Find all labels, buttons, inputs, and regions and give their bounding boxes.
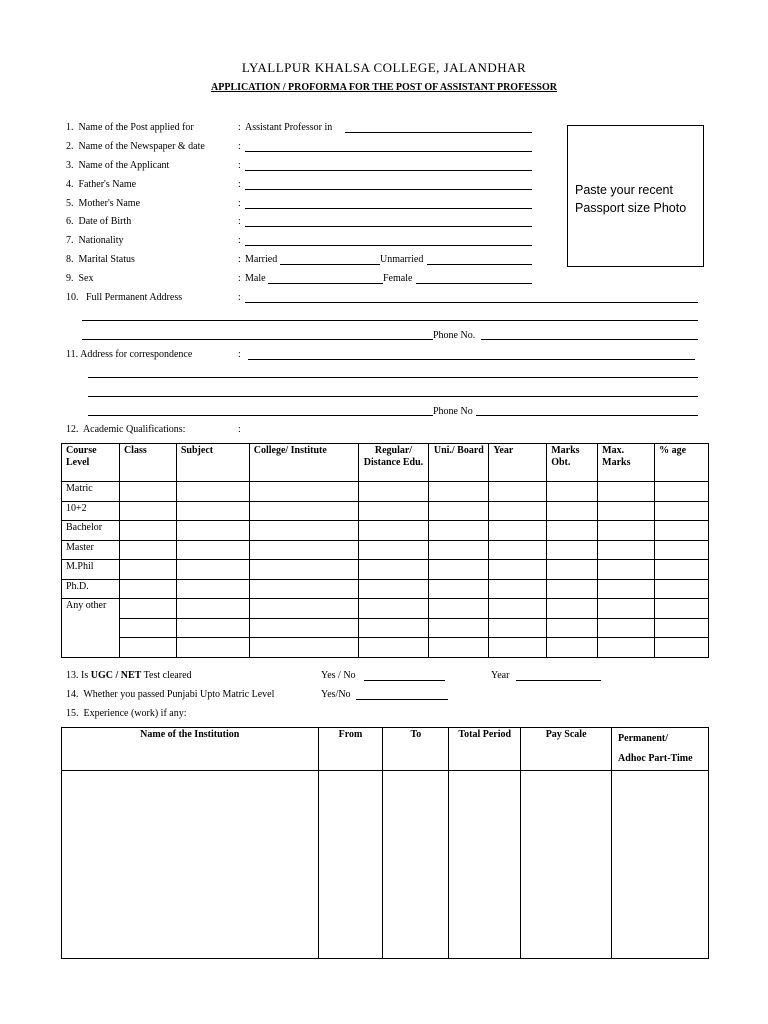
cell[interactable]	[547, 618, 598, 638]
cell[interactable]	[547, 540, 598, 560]
academic-header-row	[62, 444, 709, 482]
cell[interactable]	[489, 540, 547, 560]
q14-label: 14. Whether you passed Punjabi Upto Matric Level	[66, 689, 275, 700]
field-father-label: 4. Father's Name	[66, 179, 137, 190]
address-line-2[interactable]	[82, 320, 698, 321]
cell[interactable]	[358, 579, 429, 599]
cell[interactable]	[358, 540, 429, 560]
field-post-label: 1. Name of the Post applied for	[66, 122, 194, 133]
cell[interactable]	[429, 521, 489, 541]
header-max-marks: Max. Marks	[598, 444, 655, 482]
cell[interactable]	[249, 540, 358, 560]
cell[interactable]	[358, 599, 429, 619]
unmarried-input-line[interactable]	[427, 264, 532, 265]
table-row	[62, 599, 709, 619]
header-course-level: Course Level	[62, 444, 120, 482]
cell[interactable]	[358, 560, 429, 580]
correspondence-phone-line[interactable]	[476, 415, 698, 416]
cell[interactable]	[489, 599, 547, 619]
experience-table	[61, 727, 709, 959]
cell[interactable]	[249, 521, 358, 541]
header-board: Uni./ Board	[429, 444, 489, 482]
cell[interactable]	[655, 638, 709, 658]
cell[interactable]	[547, 482, 598, 502]
colon: :	[238, 235, 241, 246]
correspondence-line-3[interactable]	[88, 396, 698, 397]
cell[interactable]	[62, 771, 319, 959]
colon: :	[238, 349, 241, 360]
newspaper-input-line[interactable]	[245, 151, 532, 152]
q14-yesno: Yes/No	[321, 689, 351, 700]
header-marks-obt: Marks Obt.	[547, 444, 598, 482]
cell[interactable]	[598, 579, 655, 599]
cell[interactable]	[655, 521, 709, 541]
married-input-line[interactable]	[280, 264, 380, 265]
field-nationality-label: 7. Nationality	[66, 235, 124, 246]
cell[interactable]	[358, 501, 429, 521]
photo-line-1: Paste your recent	[575, 183, 673, 197]
header-subject: Subject	[176, 444, 249, 482]
cell[interactable]	[489, 579, 547, 599]
field-marital-label: 8. Marital Status	[66, 254, 135, 265]
table-row	[62, 638, 709, 658]
header-percentage: % age	[655, 444, 709, 482]
field-dob-label: 6. Date of Birth	[66, 216, 132, 227]
header-pay-scale: Pay Scale	[521, 728, 612, 771]
female-option: Female	[383, 273, 413, 284]
cell[interactable]	[119, 501, 176, 521]
cell[interactable]	[119, 638, 176, 658]
phone-input-line[interactable]	[481, 339, 698, 340]
cell[interactable]	[449, 771, 521, 959]
female-input-line[interactable]	[416, 283, 532, 284]
colon: :	[238, 292, 241, 303]
header-year: Year	[489, 444, 547, 482]
cell[interactable]	[489, 560, 547, 580]
row-label-any-other: Any other	[62, 599, 120, 658]
cell[interactable]	[358, 618, 429, 638]
cell[interactable]	[249, 618, 358, 638]
colon: :	[238, 254, 241, 265]
cell[interactable]	[358, 521, 429, 541]
cell[interactable]	[655, 599, 709, 619]
field-newspaper-label: 2. Name of the Newspaper & date	[66, 141, 205, 152]
cell[interactable]	[429, 618, 489, 638]
cell[interactable]	[249, 638, 358, 658]
header-total-period: Total Period	[449, 728, 521, 771]
married-option: Married	[245, 254, 278, 265]
cell[interactable]	[119, 579, 176, 599]
cell[interactable]	[119, 599, 176, 619]
cell[interactable]	[119, 560, 176, 580]
header-regular-distance: Regular/ Distance Edu.	[358, 444, 429, 482]
cell[interactable]	[655, 560, 709, 580]
cell[interactable]	[598, 540, 655, 560]
cell[interactable]	[429, 540, 489, 560]
colon: :	[238, 179, 241, 190]
cell[interactable]	[598, 618, 655, 638]
row-label-master: Master	[62, 540, 120, 560]
cell[interactable]	[119, 618, 176, 638]
q14-yesno-line[interactable]	[356, 699, 448, 700]
cell[interactable]	[119, 521, 176, 541]
header-class: Class	[119, 444, 176, 482]
row-label-10plus2: 10+2	[62, 501, 120, 521]
cell[interactable]	[249, 560, 358, 580]
q13-year-line[interactable]	[516, 680, 601, 681]
table-row	[62, 560, 709, 580]
cell[interactable]	[489, 638, 547, 658]
cell[interactable]	[489, 618, 547, 638]
cell[interactable]	[176, 618, 249, 638]
cell[interactable]	[598, 501, 655, 521]
experience-header-row	[62, 728, 709, 771]
cell[interactable]	[176, 579, 249, 599]
photo-instructions	[575, 181, 686, 217]
cell[interactable]	[429, 560, 489, 580]
cell[interactable]	[547, 638, 598, 658]
table-row	[62, 579, 709, 599]
correspondence-phone-label: Phone No	[433, 406, 473, 417]
cell[interactable]	[176, 521, 249, 541]
cell[interactable]	[598, 638, 655, 658]
cell[interactable]	[176, 638, 249, 658]
table-row	[62, 482, 709, 502]
field-mother-label: 5. Mother's Name	[66, 198, 141, 209]
colon: :	[238, 216, 241, 227]
cell[interactable]	[547, 501, 598, 521]
cell[interactable]	[655, 618, 709, 638]
cell[interactable]	[655, 482, 709, 502]
cell[interactable]	[249, 599, 358, 619]
cell[interactable]	[358, 638, 429, 658]
cell[interactable]	[655, 501, 709, 521]
table-row	[62, 521, 709, 541]
cell[interactable]	[429, 638, 489, 658]
cell[interactable]	[176, 501, 249, 521]
applicant-input-line[interactable]	[245, 170, 532, 171]
cell[interactable]	[429, 599, 489, 619]
photo-box[interactable]	[567, 125, 704, 267]
table-row	[62, 540, 709, 560]
cell[interactable]	[612, 771, 709, 959]
cell[interactable]	[655, 579, 709, 599]
q13-year-label: Year	[491, 670, 510, 681]
mother-input-line[interactable]	[245, 208, 532, 209]
cell[interactable]	[383, 771, 449, 959]
cell[interactable]	[598, 521, 655, 541]
header-college: College/ Institute	[249, 444, 358, 482]
cell[interactable]	[547, 599, 598, 619]
form-title: APPLICATION / PROFORMA FOR THE POST OF ASSISTANT PROFESSOR	[211, 82, 557, 93]
header-institution: Name of the Institution	[62, 728, 319, 771]
nationality-input-line[interactable]	[245, 245, 532, 246]
field-applicant-label: 3. Name of the Applicant	[66, 160, 170, 171]
cell[interactable]	[249, 579, 358, 599]
header-from: From	[318, 728, 383, 771]
field-post-prefix: Assistant Professor in	[245, 122, 333, 133]
cell[interactable]	[547, 560, 598, 580]
correspondence-line-1[interactable]	[248, 359, 695, 360]
unmarried-option: Unmarried	[380, 254, 424, 265]
colon: :	[238, 273, 241, 284]
cell[interactable]	[489, 501, 547, 521]
cell[interactable]	[429, 579, 489, 599]
row-label-phd: Ph.D.	[62, 579, 120, 599]
correspondence-line-2[interactable]	[88, 377, 698, 378]
male-option: Male	[245, 273, 266, 284]
row-label-mphil: M.Phil	[62, 560, 120, 580]
address-line-3[interactable]	[82, 339, 433, 340]
cell[interactable]	[429, 482, 489, 502]
cell[interactable]	[176, 540, 249, 560]
q13-yesno-line[interactable]	[364, 680, 445, 681]
header-to: To	[383, 728, 449, 771]
college-name: LYALLPUR KHALSA COLLEGE, JALANDHAR	[241, 60, 527, 75]
cell[interactable]	[249, 501, 358, 521]
q15-label: 15. Experience (work) if any:	[66, 708, 187, 719]
row-label-matric: Matric	[62, 482, 120, 502]
male-input-line[interactable]	[268, 283, 383, 284]
cell[interactable]	[547, 579, 598, 599]
header-permanent-line-2: Adhoc Part-Time	[618, 753, 693, 764]
academic-label: 12. Academic Qualifications:	[66, 424, 186, 435]
cell[interactable]	[598, 560, 655, 580]
cell[interactable]	[176, 560, 249, 580]
photo-line-2: Passport size Photo	[575, 201, 687, 215]
colon: :	[238, 122, 241, 133]
table-row	[62, 618, 709, 638]
cell[interactable]	[249, 482, 358, 502]
q13-yesno: Yes / No	[321, 670, 356, 681]
academic-table	[61, 443, 709, 658]
cell[interactable]	[489, 521, 547, 541]
cell[interactable]	[176, 482, 249, 502]
experience-body-row	[62, 771, 709, 959]
field-address-label: 10. Full Permanent Address	[66, 292, 183, 303]
cell[interactable]	[547, 521, 598, 541]
cell[interactable]	[358, 482, 429, 502]
cell[interactable]	[429, 501, 489, 521]
cell[interactable]	[655, 540, 709, 560]
row-label-bachelor: Bachelor	[62, 521, 120, 541]
cell[interactable]	[521, 771, 612, 959]
cell[interactable]	[318, 771, 383, 959]
colon: :	[238, 160, 241, 171]
correspondence-line-4[interactable]	[88, 415, 433, 416]
colon: :	[238, 198, 241, 209]
dob-input-line[interactable]	[245, 226, 532, 227]
header-permanent-line-1: Permanent/	[618, 733, 669, 744]
cell[interactable]	[119, 540, 176, 560]
header-permanent	[612, 728, 709, 771]
colon: :	[238, 141, 241, 152]
address-line-1[interactable]	[245, 302, 698, 303]
cell[interactable]	[598, 599, 655, 619]
post-input-line[interactable]	[345, 132, 532, 133]
table-row	[62, 501, 709, 521]
field-sex-label: 9. Sex	[66, 273, 94, 284]
colon: :	[238, 424, 241, 435]
correspondence-label: 11. Address for correspondence	[66, 349, 193, 360]
father-input-line[interactable]	[245, 189, 532, 190]
cell[interactable]	[598, 482, 655, 502]
q13-label: 13. Is UGC / NET Test cleared	[66, 670, 192, 681]
cell[interactable]	[119, 482, 176, 502]
cell[interactable]	[489, 482, 547, 502]
cell[interactable]	[176, 599, 249, 619]
phone-label: Phone No.	[433, 330, 476, 341]
